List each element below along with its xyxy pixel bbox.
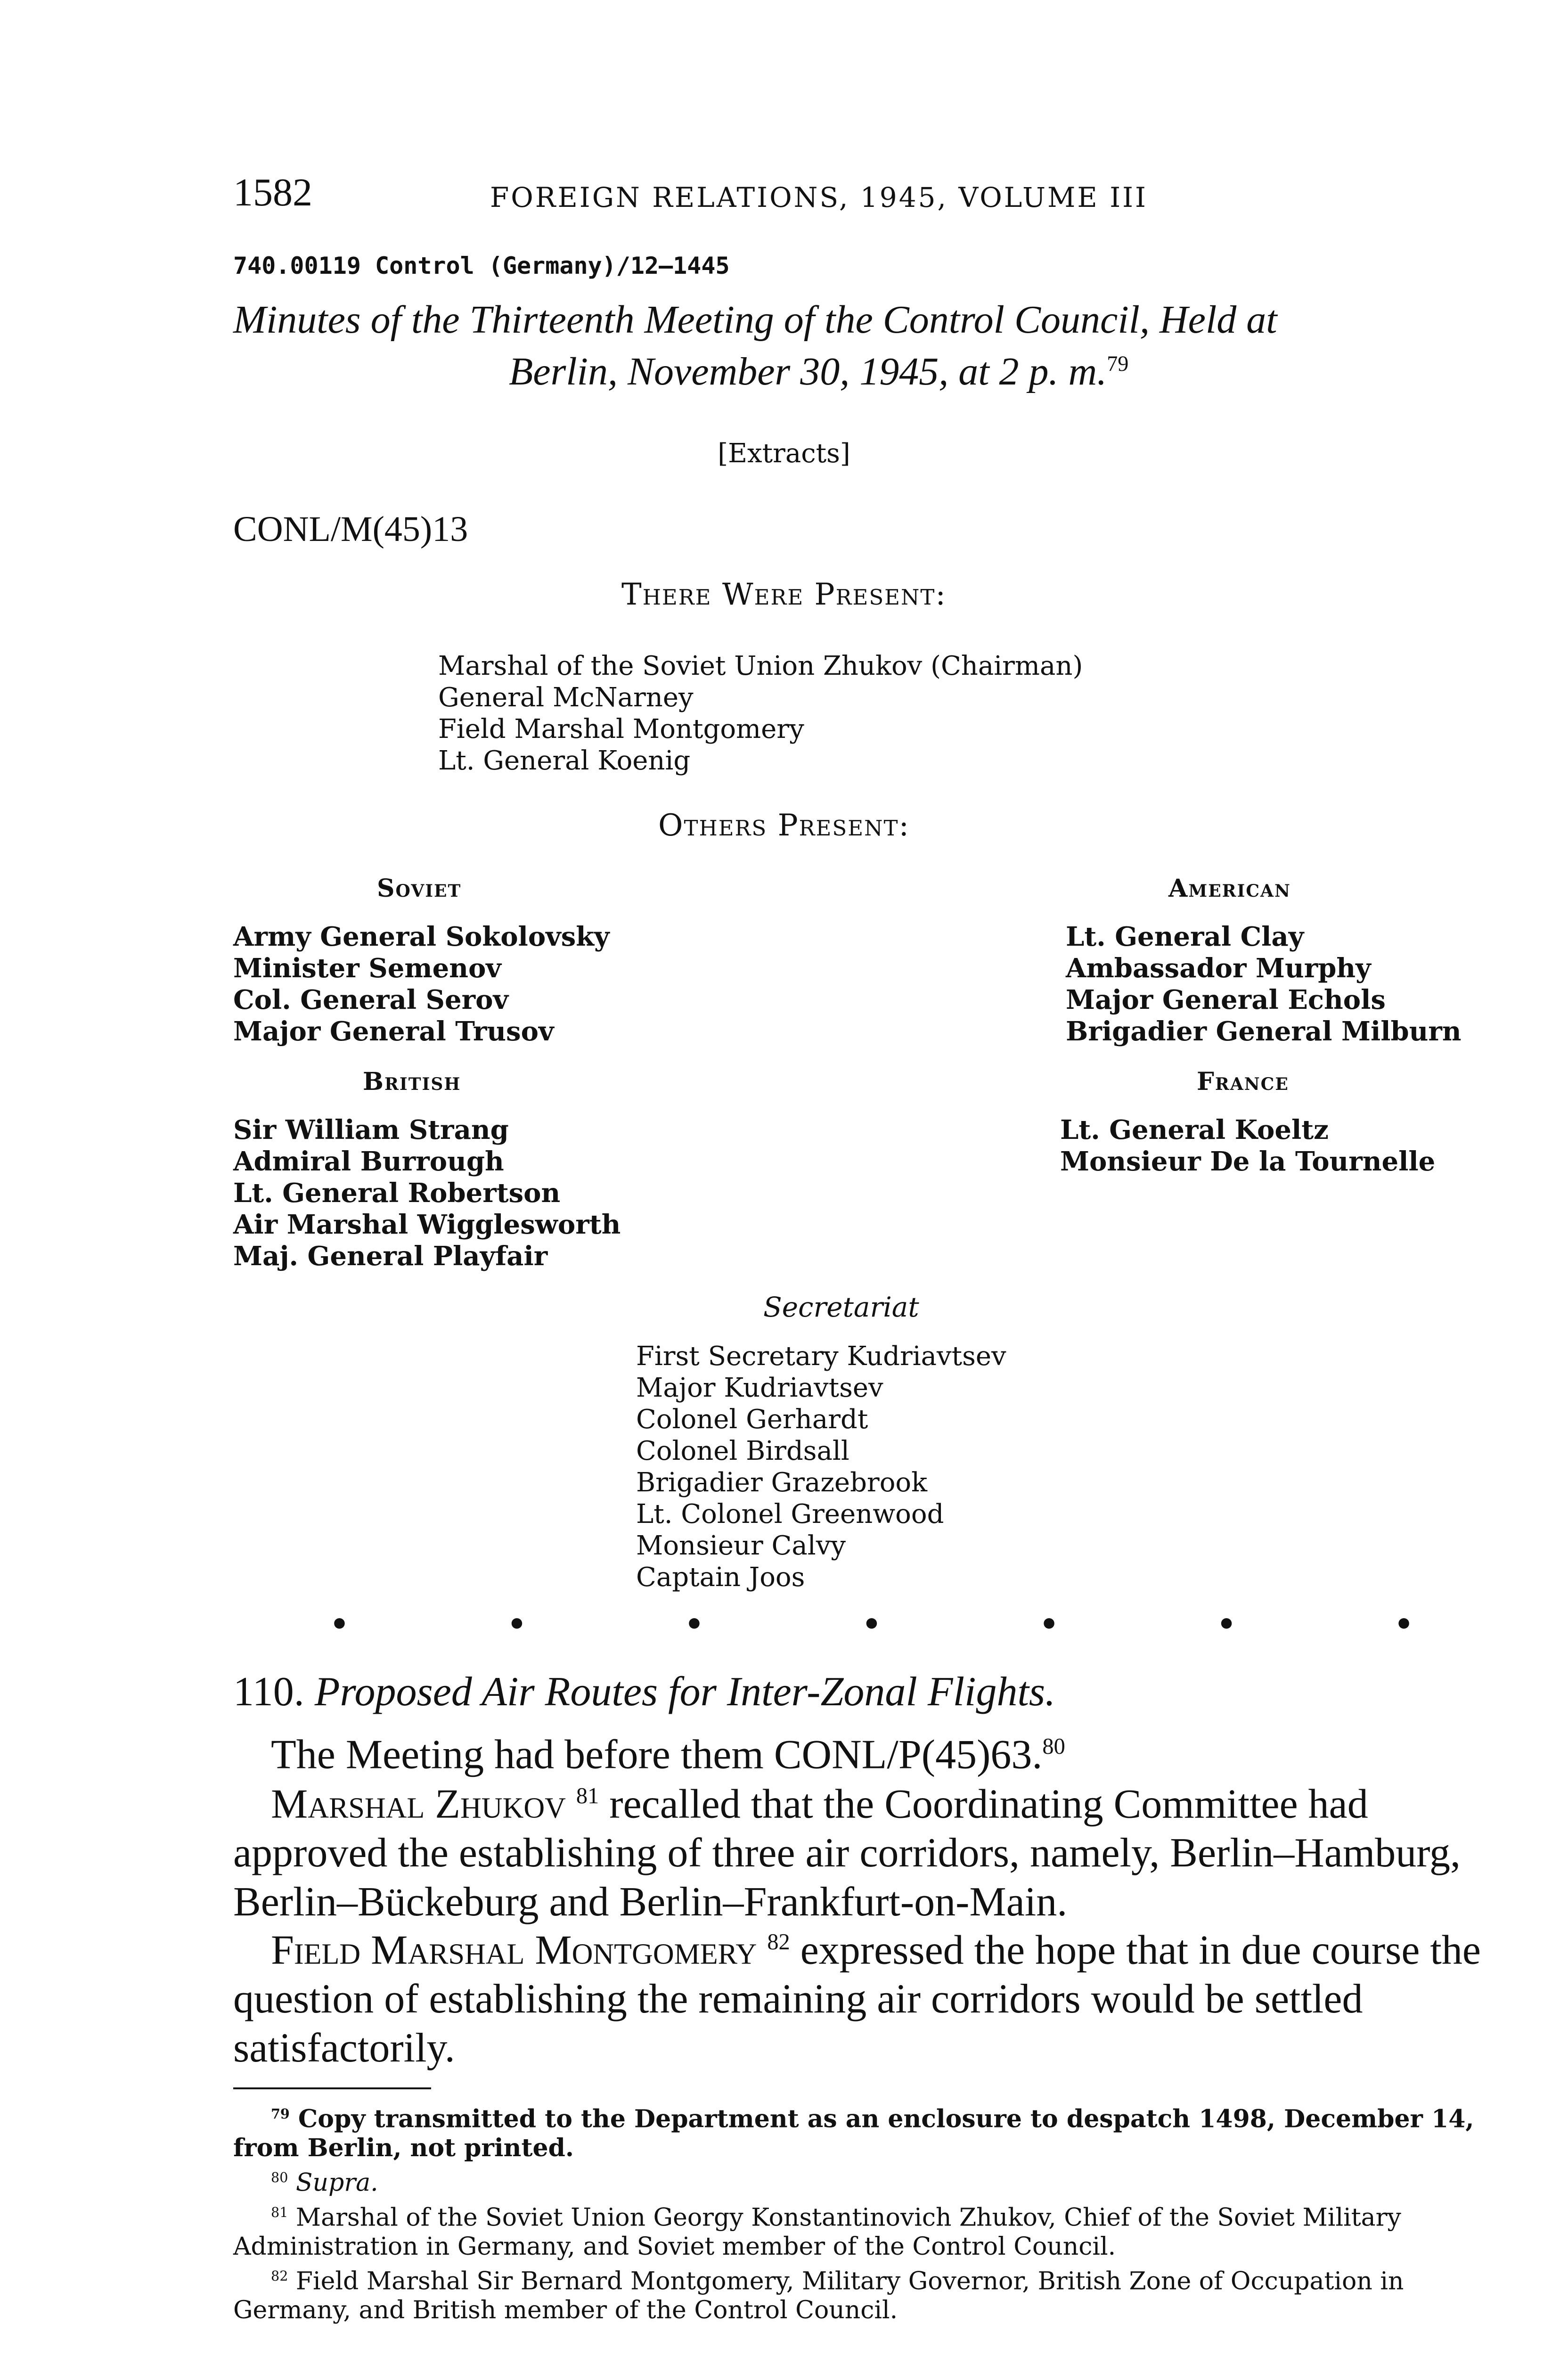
- list-item: Army General Sokolovsky: [233, 921, 610, 952]
- item-title: Proposed Air Routes for Inter-Zonal Flights.: [314, 1669, 1056, 1715]
- footnote-text: Marshal of the Soviet Union Georgy Konstantinovich Zhukov, Chief of the Soviet Military Administration in Germany, and Soviet member of the Control Council.: [233, 2203, 1401, 2261]
- list-item: Sir William Strang: [233, 1114, 509, 1145]
- american-list: [1066, 921, 1462, 1047]
- soviet-heading: Soviet: [377, 874, 462, 903]
- document-title-line-1: Minutes of the Thirteenth Meeting of the Control Council, Held at: [233, 298, 1277, 342]
- list-item: Lt. Colonel Greenwood: [636, 1499, 944, 1530]
- ellipsis-dot: •: [862, 1607, 882, 1642]
- footnote-mark: 82: [271, 2267, 288, 2284]
- list-item: Marshal of the Soviet Union Zhukov (Chairman): [438, 651, 1083, 681]
- paragraph-3: [233, 1918, 1496, 2073]
- document-code: CONL/M(45)13: [233, 509, 468, 549]
- list-item: Lt. General Koeltz: [1060, 1114, 1329, 1145]
- list-item: Major General Trusov: [233, 1016, 554, 1047]
- list-item: Major General Echols: [1066, 984, 1386, 1015]
- british-list: [233, 1114, 621, 1272]
- list-item: General McNarney: [438, 682, 694, 713]
- list-item: Brigadier General Milburn: [1066, 1016, 1462, 1047]
- american-heading: American: [1168, 874, 1291, 903]
- list-item: Minister Semenov: [233, 953, 501, 984]
- list-item: Maj. General Playfair: [233, 1241, 548, 1272]
- list-item: Monsieur Calvy: [636, 1530, 846, 1561]
- list-item: Major Kudriavtsev: [636, 1373, 883, 1403]
- list-item: Lt. General Robertson: [233, 1178, 561, 1209]
- france-heading: France: [1197, 1067, 1289, 1096]
- paragraph-1: [233, 1722, 1496, 1779]
- footnote-mark: 81: [271, 2204, 288, 2220]
- secretariat-list: [636, 1341, 1006, 1593]
- ellipsis-dot: •: [1394, 1607, 1413, 1642]
- paragraph-text: recalled that the Coordinating Committee had approved the establishing of three air corridors, namely, Berlin–Hamburg, Berlin–Bückeburg and Berlin–Frankfurt-on-Main.: [233, 1781, 1461, 1925]
- footnote: [233, 2099, 1496, 2163]
- paragraph-text: expressed the hope that in due course the question of establishing the remaining air corridors would be settled satisfactorily.: [233, 1927, 1481, 2071]
- footnote: [233, 2198, 1496, 2261]
- list-item: Colonel Birdsall: [636, 1436, 849, 1466]
- footnote-text: Field Marshal Sir Bernard Montgomery, Military Governor, British Zone of Occupation in Germany, and British member of the Control Council.: [233, 2267, 1404, 2325]
- item-heading: [233, 1668, 1055, 1716]
- others-present-heading: Others Present:: [658, 808, 910, 843]
- ellipsis-dot: •: [1039, 1607, 1059, 1642]
- list-item: Lt. General Clay: [1066, 921, 1304, 952]
- title-text: Berlin, November 30, 1945, at 2 p. m.: [509, 350, 1107, 393]
- footnote-text: Supra.: [288, 2168, 378, 2197]
- list-item: Ambassador Murphy: [1066, 953, 1371, 984]
- page-number: 1582: [233, 171, 312, 214]
- footnote-ref-79: 79: [1107, 352, 1129, 376]
- extracts-label: [Extracts]: [718, 438, 850, 469]
- list-item: Admiral Burrough: [233, 1146, 504, 1177]
- list-item: Captain Joos: [636, 1562, 805, 1593]
- list-item: Colonel Gerhardt: [636, 1404, 868, 1435]
- list-item: Brigadier Grazebrook: [636, 1467, 928, 1498]
- list-item: Field Marshal Montgomery: [438, 714, 804, 744]
- paragraph-text: The Meeting had before them CONL/P(45)63.: [271, 1732, 1043, 1778]
- footnotes: [233, 2099, 1496, 2325]
- france-list: [1060, 1114, 1435, 1178]
- file-reference: 740.00119 Control (Germany)/12–1445: [233, 252, 730, 279]
- soviet-list: [233, 921, 610, 1047]
- footnote-ref-82: 82: [767, 1930, 790, 1955]
- item-number: 110.: [233, 1669, 304, 1715]
- secretariat-heading: Secretariat: [763, 1291, 919, 1323]
- running-head: FOREIGN RELATIONS, 1945, VOLUME III: [490, 181, 1148, 213]
- british-heading: British: [363, 1067, 461, 1096]
- list-item: Lt. General Koenig: [438, 745, 691, 776]
- footnote-ref-81: 81: [576, 1783, 599, 1808]
- ellipsis-dot: •: [507, 1607, 527, 1642]
- list-item: Col. General Serov: [233, 984, 509, 1015]
- ellipsis-dot: •: [330, 1607, 349, 1642]
- footnote-mark: 80: [271, 2169, 288, 2186]
- list-item: Air Marshal Wigglesworth: [233, 1209, 621, 1240]
- footnote-text: Copy transmitted to the Department as an enclosure to despatch 1498, December 14, from Berlin, not printed.: [233, 2104, 1474, 2163]
- speaker-name: Field Marshal Montgomery: [271, 1927, 757, 1973]
- document-title-line-2: [509, 349, 1128, 394]
- footnote-mark: 79: [271, 2106, 290, 2122]
- list-item: First Secretary Kudriavtsev: [636, 1341, 1006, 1372]
- present-heading: There Were Present:: [621, 577, 947, 612]
- footnote: [233, 2261, 1496, 2325]
- footnote: [233, 2163, 1496, 2197]
- present-members-list: [438, 650, 1083, 777]
- omission-ellipsis: [330, 1607, 1413, 1642]
- ellipsis-dot: •: [685, 1607, 704, 1642]
- speaker-name: Marshal Zhukov: [271, 1781, 566, 1827]
- footnote-divider: [233, 2087, 431, 2089]
- list-item: Monsieur De la Tournelle: [1060, 1146, 1436, 1177]
- footnote-ref-80: 80: [1042, 1734, 1065, 1759]
- ellipsis-dot: •: [1217, 1607, 1236, 1642]
- paragraph-2: [233, 1772, 1496, 1927]
